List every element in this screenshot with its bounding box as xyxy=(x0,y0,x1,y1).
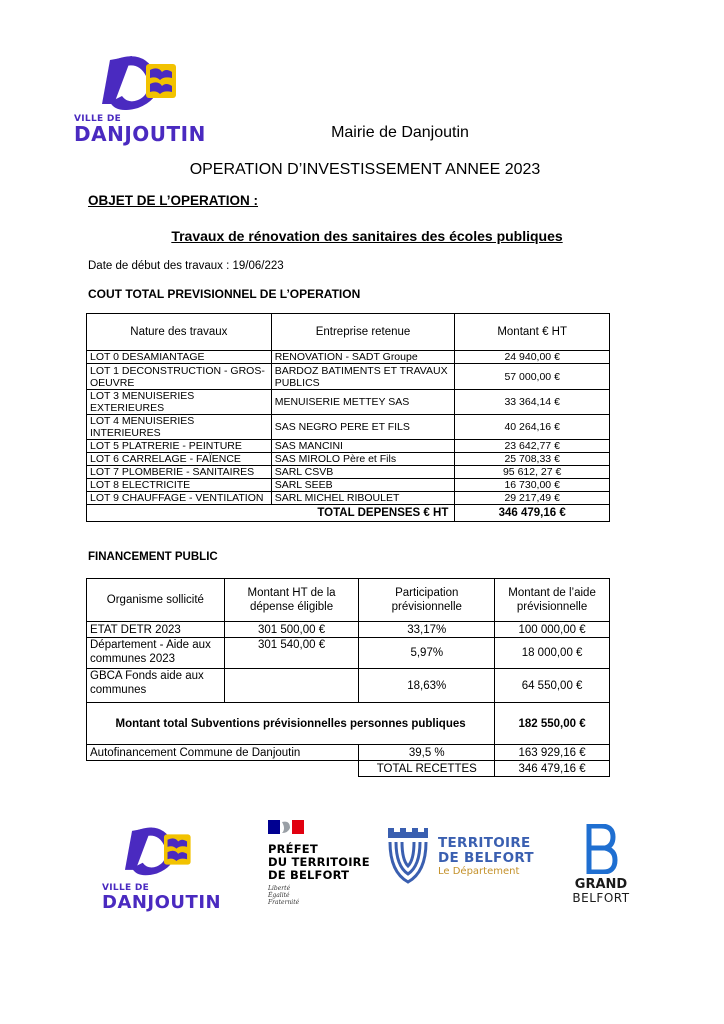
fin-auto-row xyxy=(87,745,610,761)
fin-header-montant: Montant HT de la dépense éligible xyxy=(224,579,359,622)
cell-organisme: ETAT DETR 2023 xyxy=(87,622,225,638)
costs-total-value: 346 479,16 € xyxy=(455,505,610,522)
cell-entreprise: SARL CSVB xyxy=(271,466,455,479)
cell-entreprise: SAS MANCINI xyxy=(271,440,455,453)
financement-section-title: FINANCEMENT PUBLIC xyxy=(88,551,218,563)
prefet-motto-3: Fraternité xyxy=(268,899,300,906)
fin-subtotal-value: 182 550,00 € xyxy=(495,703,610,745)
costs-header-nature: Nature des travaux xyxy=(87,314,272,351)
table-row xyxy=(87,415,610,440)
gb-line-2: BELFORT xyxy=(572,891,630,905)
cell-nature: LOT 9 CHAUFFAGE - VENTILATION xyxy=(87,492,272,505)
cout-section-title: COUT TOTAL PREVISIONNEL DE L’OPERATION xyxy=(88,287,361,301)
fin-header-row xyxy=(87,579,610,622)
cell-montant: 57 000,00 € xyxy=(455,364,610,390)
costs-header-entreprise: Entreprise retenue xyxy=(271,314,455,351)
costs-header-montant: Montant € HT xyxy=(455,314,610,351)
table-row xyxy=(87,622,610,638)
operation-subtitle: Travaux de rénovation des sanitaires des écoles publiques xyxy=(171,228,563,244)
marianne-icon xyxy=(268,820,304,834)
cell-montant: 33 364,14 € xyxy=(455,390,610,415)
fin-header-participation: Participation prévisionnelle xyxy=(359,579,495,622)
tdb-line-1: TERRITOIRE xyxy=(438,835,531,851)
cell-nature: LOT 5 PLATRERIE - PEINTURE xyxy=(87,440,272,453)
prefet-logo xyxy=(268,820,378,915)
danjoutin-emblem-icon xyxy=(74,50,209,112)
table-row xyxy=(87,351,610,364)
prefet-line-2: DU TERRITOIRE xyxy=(268,855,370,869)
cell-nature: LOT 8 ELECTRICITE xyxy=(87,479,272,492)
grand-belfort-logo xyxy=(566,820,636,905)
cell-montant: 23 642,77 € xyxy=(455,440,610,453)
fin-header-organisme: Organisme sollicité xyxy=(87,579,225,622)
date-line: Date de début des travaux : 19/06/223 xyxy=(88,260,284,272)
cell-montant: 301 500,00 € xyxy=(224,622,359,638)
cell-entreprise: SARL SEEB xyxy=(271,479,455,492)
cell-montant: 301 540,00 € xyxy=(224,638,359,669)
cell-organisme: Département - Aide aux communes 2023 xyxy=(87,638,225,669)
fin-auto-value: 163 929,16 € xyxy=(495,745,610,761)
cell-nature: LOT 4 MENUISERIES INTERIEURES xyxy=(87,415,272,440)
cell-entreprise: SAS MIROLO Père et Fils xyxy=(271,453,455,466)
cell-nature: LOT 1 DECONSTRUCTION - GROS-OEUVRE xyxy=(87,364,272,390)
financement-table xyxy=(86,578,610,777)
cell-blank xyxy=(87,761,359,777)
logo-caption-big: DANJOUTIN xyxy=(74,122,206,146)
logo-caption-small: VILLE DE xyxy=(74,114,122,124)
cell-entreprise: RENOVATION - SADT Groupe xyxy=(271,351,455,364)
cell-entreprise: SARL MICHEL RIBOULET xyxy=(271,492,455,505)
cell-nature: LOT 6 CARRELAGE - FAÏENCE xyxy=(87,453,272,466)
territoire-emblem-icon xyxy=(384,824,432,886)
cell-nature: LOT 3 MENUISERIES EXTERIEURES xyxy=(87,390,272,415)
footer-logo-caption-big: DANJOUTIN xyxy=(102,892,222,913)
fin-recettes-row xyxy=(87,761,610,777)
page-title: OPERATION D’INVESTISSEMENT ANNEE 2023 xyxy=(189,161,541,178)
fin-header-aide: Montant de l’aide prévisionnelle xyxy=(495,579,610,622)
objet-label: OBJET DE L’OPERATION : xyxy=(88,193,259,208)
cell-entreprise: MENUISERIE METTEY SAS xyxy=(271,390,455,415)
cell-entreprise: BARDOZ BATIMENTS ET TRAVAUX PUBLICS xyxy=(271,364,455,390)
cell-nature: LOT 7 PLOMBERIE - SANITAIRES xyxy=(87,466,272,479)
cell-aide: 18 000,00 € xyxy=(495,638,610,669)
table-row xyxy=(87,390,610,415)
fin-subtotal-row xyxy=(87,703,610,745)
cell-aide: 64 550,00 € xyxy=(495,669,610,703)
cell-organisme: GBCA Fonds aide aux communes xyxy=(87,669,225,703)
fin-auto-participation: 39,5 % xyxy=(359,745,495,761)
table-row xyxy=(87,440,610,453)
tdb-line-2: DE BELFORT xyxy=(438,850,534,866)
table-row xyxy=(87,638,610,669)
cell-aide: 100 000,00 € xyxy=(495,622,610,638)
fin-auto-label: Autofinancement Commune de Danjoutin xyxy=(87,745,359,761)
table-row xyxy=(87,364,610,390)
territoire-belfort-logo xyxy=(384,820,554,900)
danjoutin-emblem-icon xyxy=(100,822,220,877)
cell-nature: LOT 0 DESAMIANTAGE xyxy=(87,351,272,364)
costs-total-label: TOTAL DEPENSES € HT xyxy=(271,505,455,522)
prefet-motto-2: Égalité xyxy=(268,892,290,899)
cell-participation: 18,63% xyxy=(359,669,495,703)
cell-montant: 24 940,00 € xyxy=(455,351,610,364)
cell-montant xyxy=(224,669,359,703)
table-row xyxy=(87,479,610,492)
prefet-line-1: PRÉFET xyxy=(268,842,318,856)
grand-belfort-b-icon xyxy=(583,824,619,874)
cell-entreprise: SAS NEGRO PERE ET FILS xyxy=(271,415,455,440)
cell-blank xyxy=(87,505,272,522)
danjoutin-footer-logo xyxy=(100,822,220,912)
costs-header-row xyxy=(87,314,610,351)
costs-total-row xyxy=(87,505,610,522)
fin-subtotal-label: Montant total Subventions prévisionnelles personnes publiques xyxy=(87,703,495,745)
cell-participation: 33,17% xyxy=(359,622,495,638)
cell-montant: 95 612, 27 € xyxy=(455,466,610,479)
table-row xyxy=(87,466,610,479)
mairie-title: Mairie de Danjoutin xyxy=(331,124,469,141)
cell-montant: 25 708,33 € xyxy=(455,453,610,466)
costs-table xyxy=(86,313,610,522)
table-row xyxy=(87,453,610,466)
table-row xyxy=(87,492,610,505)
cell-montant: 40 264,16 € xyxy=(455,415,610,440)
prefet-motto-1: Liberté xyxy=(268,885,291,892)
fin-recettes-label: TOTAL RECETTES xyxy=(359,761,495,777)
cell-participation: 5,97% xyxy=(359,638,495,669)
cell-montant: 16 730,00 € xyxy=(455,479,610,492)
table-row xyxy=(87,669,610,703)
footer-logo-caption-small: VILLE DE xyxy=(102,883,150,893)
tdb-sub: Le Département xyxy=(438,866,520,877)
prefet-line-3: DE BELFORT xyxy=(268,868,350,882)
cell-montant: 29 217,49 € xyxy=(455,492,610,505)
fin-recettes-value: 346 479,16 € xyxy=(495,761,610,777)
gb-line-1: GRAND xyxy=(574,877,628,892)
